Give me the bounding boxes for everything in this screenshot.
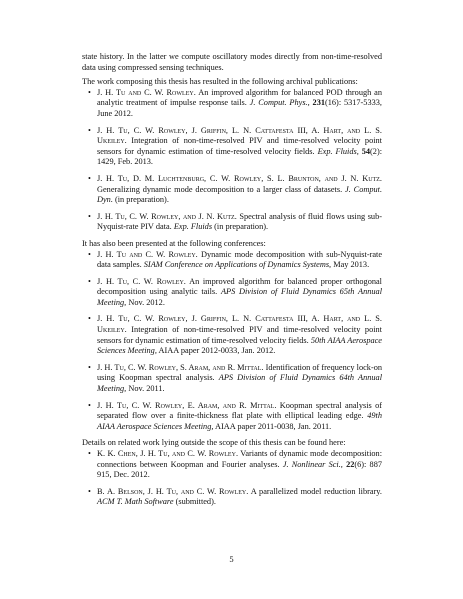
reference-details: (16): 5317-5333, June 2012. (97, 98, 382, 118)
reference-title: An improved algorithm for balanced POD through an analytic treatment of impulse response tails. (97, 87, 382, 108)
archival-intro: The work composing this thesis has resulted in the following archival publications: (82, 77, 358, 87)
reference-item: • J. H. Tu, C. W. Rowley, S. Aram, and R. Mittal. Identification of frequency lock-on using Koopman spectral analysis. APS Division of Fluid Dynamics 64th Annual Meeting, Nov. 2011. (97, 363, 382, 395)
reference-venue: ACM T. Math Software (97, 497, 174, 507)
related-work-list (82, 449, 382, 508)
reference-authors: B. A. Belson, J. H. Tu, and C. W. Rowley (97, 486, 247, 496)
reference-item: • J. H. Tu, C. W. Rowley, E. Aram, and R. Mittal. Koopman spectral analysis of separated flow over a finite-thickness flat plate with elliptical leading edge. 49th AIAA Aerospace Sciences Meeting, AIAA paper 2011-0038, Jan. 2011. (97, 401, 382, 433)
reference-title: Integration of non-time-resolved PIV and time-resolved velocity point sensors for dynamic estimation of time-resolved velocity fields. (97, 136, 382, 156)
reference-item: • J. H. Tu and C. W. Rowley. Dynamic mode decomposition with sub-Nyquist-rate data samples. SIAM Conference on Applications of Dynamics Systems, May 2013. (97, 250, 382, 271)
reference-details: (in preparation). (114, 195, 169, 205)
intro-paragraph: state history. In the latter we compute oscillatory modes directly from non-time-resolved data using compressed sensing techniques. (82, 52, 382, 72)
reference-title: An improved algorithm for balanced proper orthogonal decomposition using analytic tails. (97, 276, 382, 297)
reference-authors: J. H. Tu and C. W. Rowley (97, 249, 196, 259)
reference-details: (2): 1429, Feb. 2013. (97, 146, 383, 167)
reference-authors: K. K. Chen, J. H. Tu, and C. W. Rowley (97, 449, 236, 458)
reference-details: (in preparation). (214, 222, 269, 232)
reference-title: Koopman spectral analysis of separated flow over a finite-thickness flat plate with elliptical leading edge. (97, 400, 382, 421)
reference-volume: 22 (346, 459, 355, 469)
reference-details: (6): 887 915, Dec. 2012. (97, 459, 382, 480)
conference-intro: It has also been presented at the following conferences: (82, 238, 266, 248)
reference-venue: Exp. Fluids, (317, 146, 359, 156)
reference-details: Nov. 2012. (128, 297, 165, 307)
reference-venue: SIAM Conference on Applications of Dynamics Systems, (143, 260, 332, 270)
page-number: 5 (229, 554, 234, 564)
reference-authors: J. H. Tu, C. W. Rowley (97, 276, 184, 286)
reference-title: Identification of frequency lock-on using Koopman spectral analysis. (97, 362, 383, 383)
reference-authors: J. H. Tu, C. W. Rowley, and J. N. Kutz (97, 211, 235, 221)
reference-item: • J. H. Tu, C. W. Rowley. An improved algorithm for balanced proper orthogonal decomposition using analytic tails. APS Division of Fluid Dynamics 65th Annual Meeting, Nov. 2012. (97, 277, 382, 309)
reference-venue: Exp. Fluids (173, 222, 213, 232)
archival-publication-list (82, 88, 382, 233)
conference-presentation-list (82, 250, 382, 433)
reference-venue: J. Comput. Phys., (249, 98, 310, 108)
reference-authors: J. H. Tu, C. W. Rowley, S. Aram, and R. Mittal (97, 362, 262, 372)
reference-details: (submitted). (175, 497, 216, 507)
thesis-body (82, 52, 382, 514)
reference-details: May 2013. (333, 260, 370, 270)
reference-authors: J. H. Tu and C. W. Rowley (97, 87, 194, 97)
reference-item: • J. H. Tu and C. W. Rowley. An improved algorithm for balanced POD through an analytic treatment of impulse response tails. J. Comput. Phys., 231(16): 5317-5333, June 2012. (97, 88, 382, 120)
reference-item: • J. H. Tu, D. M. Luchtenburg, C. W. Rowley, S. L. Brunton, and J. N. Kutz. Generalizing dynamic mode decomposition to a larger class of datasets. J. Comput. Dyn. (in preparation). (97, 174, 382, 206)
reference-title: Spectral analysis of fluid flows using sub-Nyquist-rate PIV data. (97, 211, 382, 232)
reference-authors: J. H. Tu, C. W. Rowley, J. Griffin, L. N. Cattafesta III, A. Hart, and L. S. Ukeiley (97, 314, 382, 335)
reference-authors: J. H. Tu, C. W. Rowley, E. Aram, and R. Mittal (97, 400, 275, 410)
reference-title: Generalizing dynamic mode decomposition to a larger class of datasets. (97, 184, 343, 194)
reference-title: A parallelized model reduction library. (250, 486, 382, 496)
reference-item: • K. K. Chen, J. H. Tu, and C. W. Rowley. Variants of dynamic mode decomposition: connections between Koopman and Fourier analyses. J. Nonlinear Sci., 22(6): 887 915, Dec. 2012. (97, 449, 382, 481)
reference-authors: J. H. Tu, C. W. Rowley, J. Griffin, L. N. Cattafesta III, A. Hart, and L. S. Ukeiley (97, 125, 382, 146)
reference-title: Variants of dynamic mode decomposition: connections between Koopman and Fourier analyses. (97, 449, 383, 469)
reference-venue: J. Nonlinear Sci., (282, 459, 343, 469)
reference-volume: 231 (312, 98, 325, 108)
reference-item: • J. H. Tu, C. W. Rowley, J. Griffin, L. N. Cattafesta III, A. Hart, and L. S. Ukeiley. Integration of non-time-resolved PIV and time-resolved velocity point sensors for dynamic estimation of time-resolved velocity fields. 50th AIAA Aerospace Sciences Meeting, AIAA paper 2012-0033, Jan. 2012. (97, 314, 382, 356)
reference-details: AIAA paper 2011-0038, Jan. 2011. (215, 421, 332, 431)
reference-venue: APS Division of Fluid Dynamics 64th Annual Meeting, (97, 373, 383, 394)
related-intro: Details on related work lying outside the scope of this thesis can be found here: (82, 438, 346, 448)
reference-item: • B. A. Belson, J. H. Tu, and C. W. Rowley. A parallelized model reduction library. ACM T. Math Software (submitted). (97, 487, 382, 508)
reference-title: Integration of non-time-resolved PIV and time-resolved velocity point sensors for dynamic estimation of time-resolved velocity fields. (97, 325, 382, 345)
reference-authors: J. H. Tu, D. M. Luchtenburg, C. W. Rowley, S. L. Brunton, and J. N. Kutz (97, 173, 380, 183)
reference-venue: J. Comput. Dyn. (97, 184, 383, 205)
reference-venue: 50th AIAA Aerospace Sciences Meeting, (97, 335, 382, 356)
reference-volume: 54 (361, 146, 371, 156)
reference-item: • J. H. Tu, C. W. Rowley, and J. N. Kutz. Spectral analysis of fluid flows using sub-Nyquist-rate PIV data. Exp. Fluids (in preparation). (97, 212, 382, 233)
reference-details: AIAA paper 2012-0033, Jan. 2012. (158, 346, 276, 356)
reference-venue: APS Division of Fluid Dynamics 65th Annual Meeting, (97, 287, 382, 307)
reference-venue: 49th AIAA Aerospace Sciences Meeting, (97, 411, 382, 431)
reference-title: Dynamic mode decomposition with sub-Nyquist-rate data samples. (97, 249, 383, 270)
reference-item: • J. H. Tu, C. W. Rowley, J. Griffin, L. N. Cattafesta III, A. Hart, and L. S. Ukeiley. Integration of non-time-resolved PIV and time-resolved velocity point sensors for dynamic estimation of time-resolved velocity fields. Exp. Fluids, 54(2): 1429, Feb. 2013. (97, 126, 382, 168)
reference-details: Nov. 2011. (128, 384, 165, 394)
